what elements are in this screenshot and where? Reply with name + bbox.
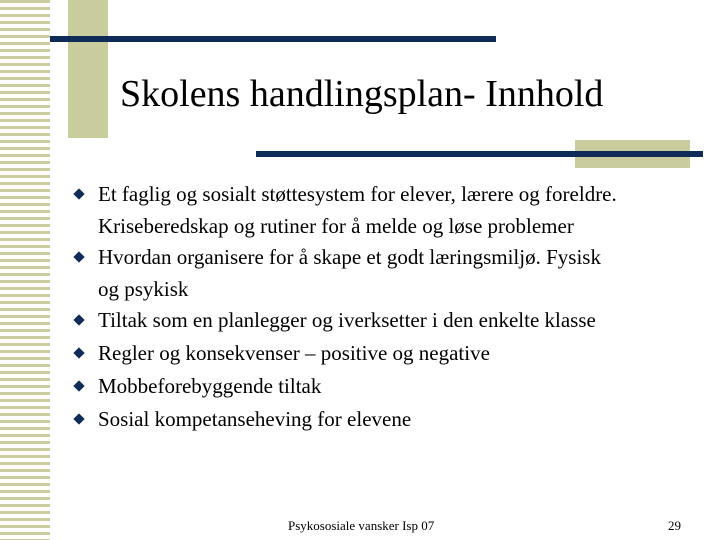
bullet-item bbox=[70, 370, 705, 403]
bullet-item bbox=[70, 241, 705, 304]
decorative-bar-top bbox=[50, 36, 496, 42]
bullet-text: Tiltak som en planlegger og iverksetter i den enkelte klasse bbox=[98, 308, 596, 332]
decorative-bar-middle bbox=[256, 151, 703, 157]
slide-title: Skolens handlingsplan- Innhold bbox=[120, 73, 604, 115]
decorative-block-top bbox=[68, 0, 108, 138]
bullet-text-continued: Kriseberedskap og rutiner for å melde og løse problemer bbox=[98, 214, 574, 238]
bullet-text: Mobbeforebyggende tiltak bbox=[98, 374, 322, 398]
decorative-stripes bbox=[0, 0, 50, 540]
diamond-bullet-icon bbox=[73, 380, 84, 391]
diamond-bullet-icon bbox=[73, 188, 84, 199]
page-number: 29 bbox=[668, 518, 681, 533]
diamond-bullet-icon bbox=[73, 347, 84, 358]
footer-text: Psykososiale vansker Isp 07 bbox=[288, 518, 435, 533]
diamond-bullet-icon bbox=[73, 314, 84, 325]
diamond-bullet-icon bbox=[73, 413, 84, 424]
bullet-item bbox=[70, 304, 705, 337]
bullet-item bbox=[70, 403, 705, 436]
bullet-list bbox=[70, 178, 705, 436]
diamond-bullet-icon bbox=[73, 251, 84, 262]
bullet-text-continued: og psykisk bbox=[98, 277, 189, 301]
bullet-text: Et faglig og sosialt støttesystem for elever, lærere og foreldre. bbox=[98, 182, 617, 206]
bullet-text: Hvordan organisere for å skape et godt læringsmiljø. Fysisk bbox=[98, 245, 601, 269]
bullet-item bbox=[70, 337, 705, 370]
bullet-text: Regler og konsekvenser – positive og negative bbox=[98, 341, 490, 365]
bullet-text: Sosial kompetanseheving for elevene bbox=[98, 407, 412, 431]
bullet-item bbox=[70, 178, 705, 241]
